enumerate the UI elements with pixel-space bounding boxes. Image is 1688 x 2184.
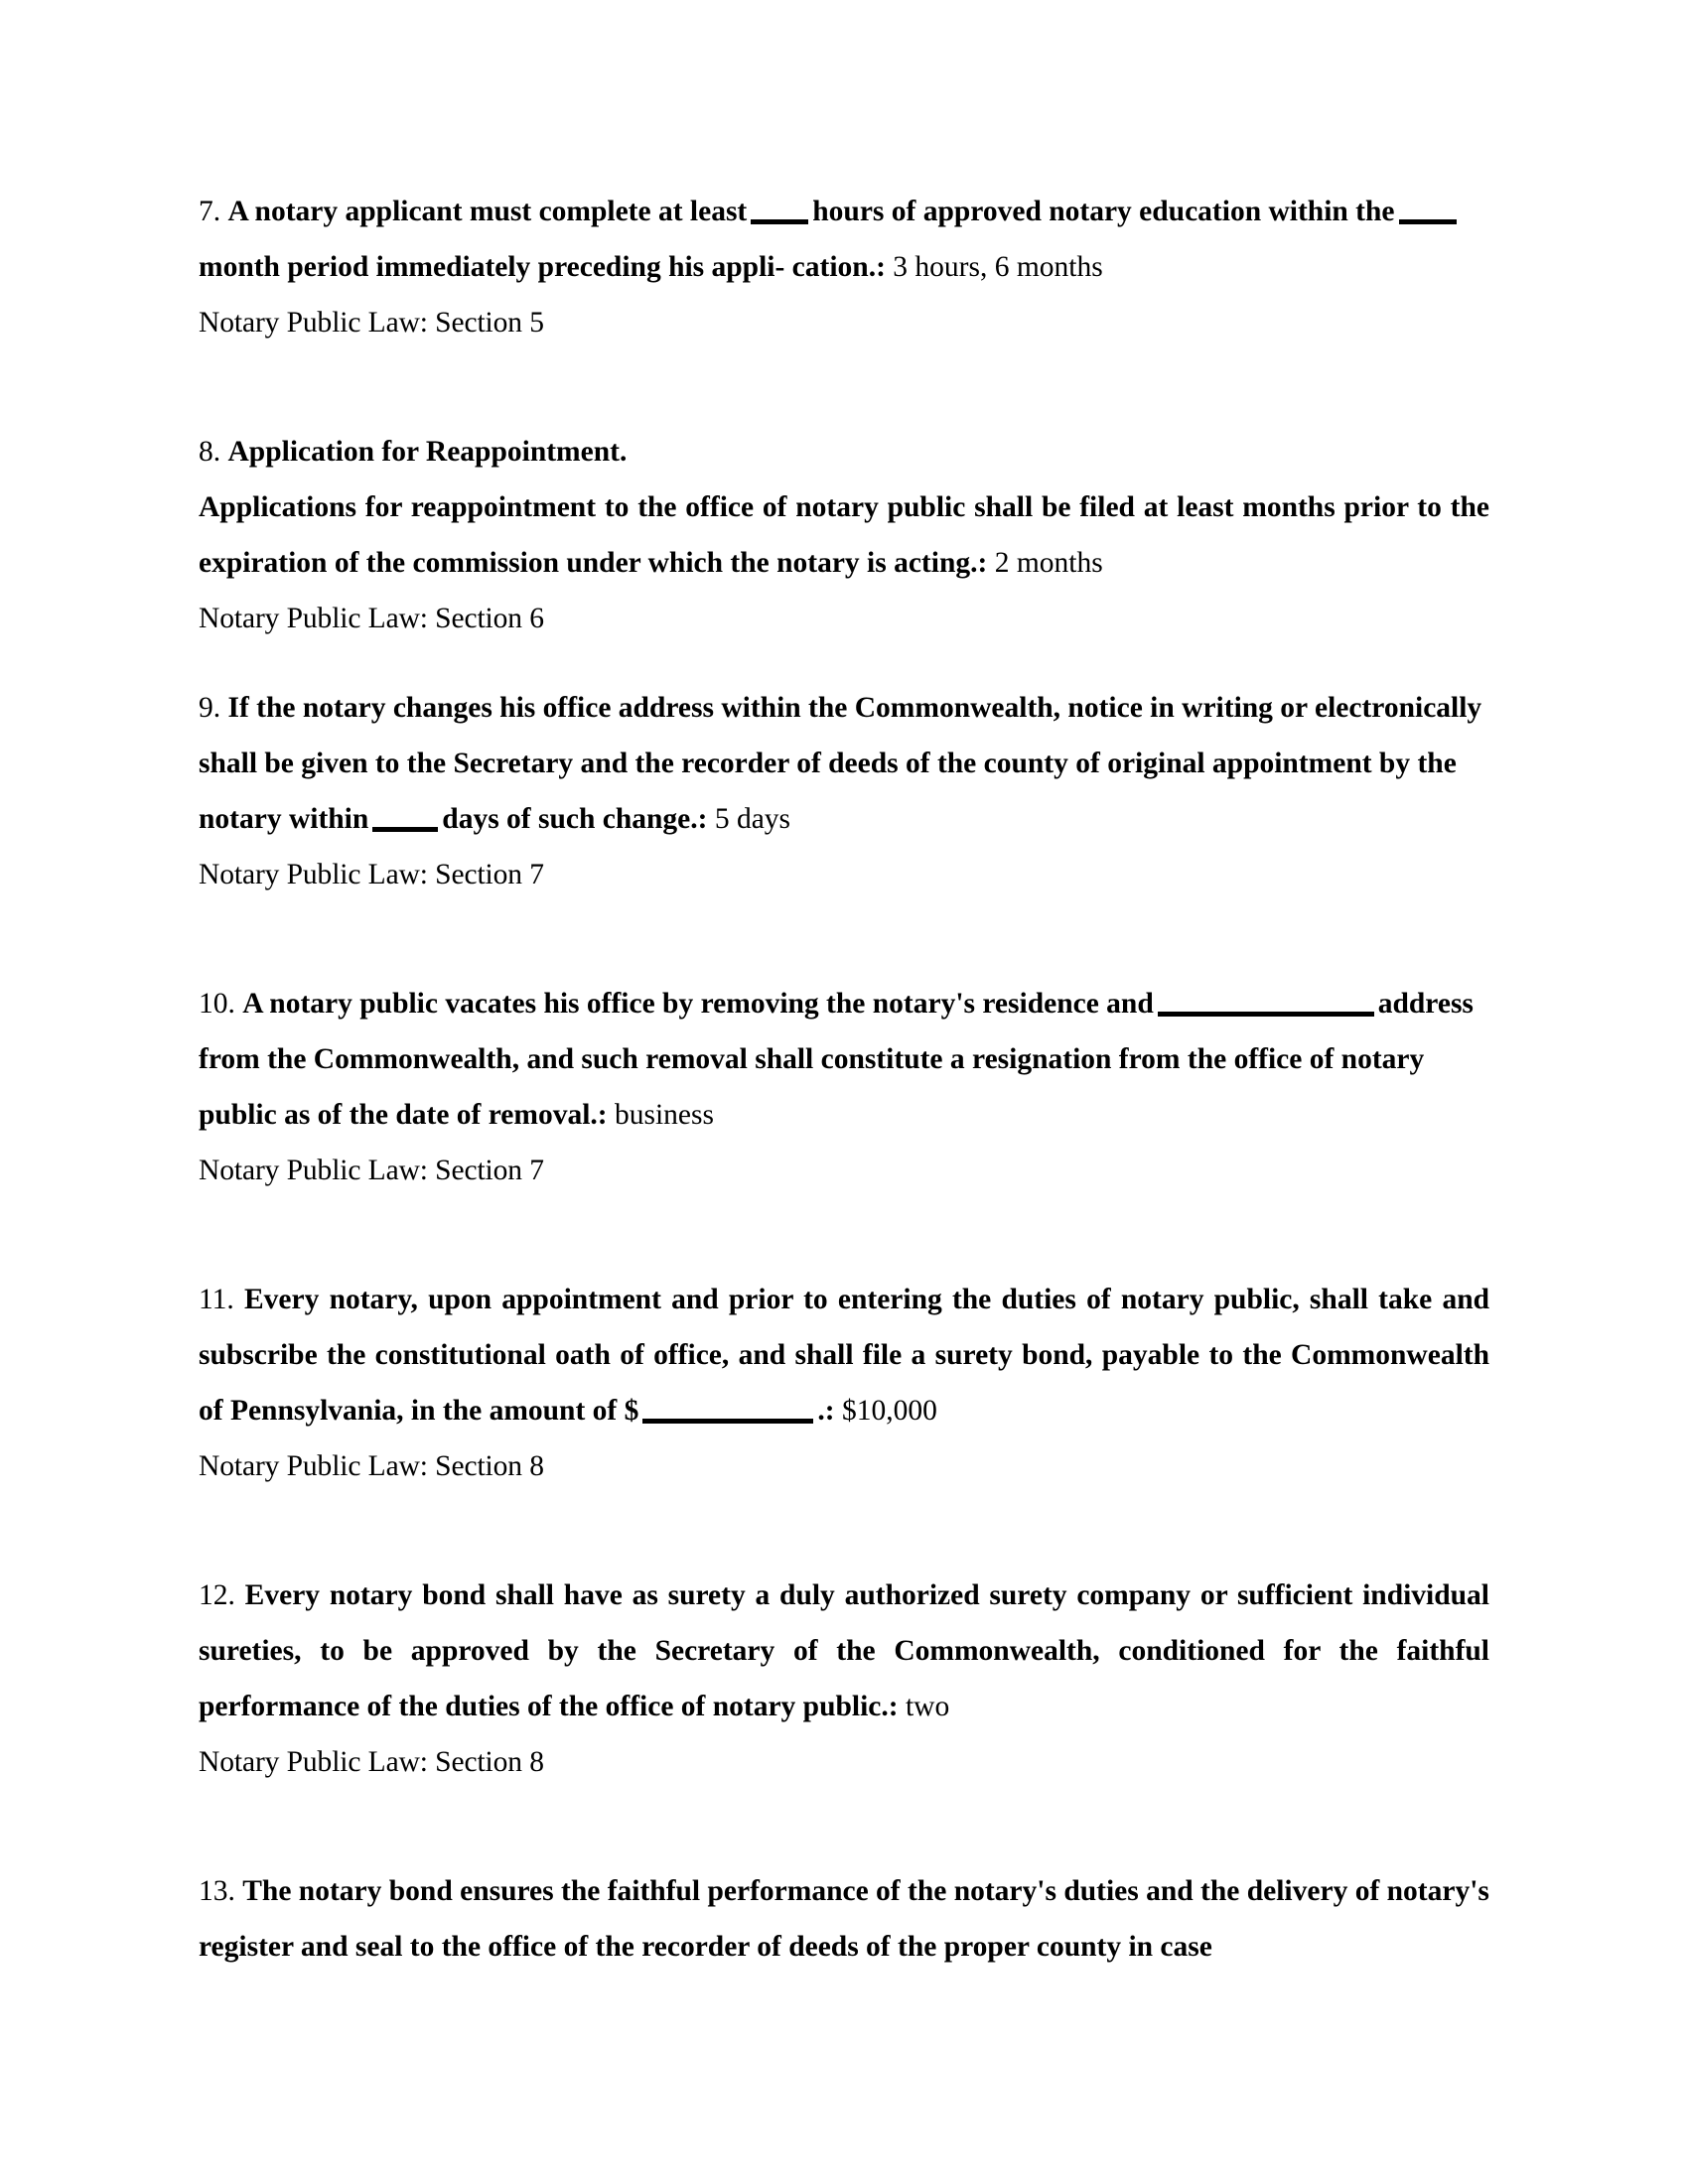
item-number-10: 10. xyxy=(199,988,235,1020)
question-9-text-part-2: days of such change.: xyxy=(442,803,708,835)
citation-7: Notary Public Law: Section 5 xyxy=(199,307,544,339)
block-spacer-7-8 xyxy=(199,384,1489,424)
question-10-text-part-2: address from the Commonwealth, and such removal shall constitute a resignation from the office of notary public as of the date of removal.: xyxy=(199,988,1474,1131)
question-12-text: Every notary bond shall have as surety a duly authorized surety company or sufficient individual sureties, to be approved by the Secretary of the Commonwealth, conditioned for the faithful performance of the duties of the office of notary public.: xyxy=(199,1579,1490,1722)
question-11-text-part-2: .: xyxy=(817,1395,835,1427)
blank-field-7a[interactable] xyxy=(751,219,808,224)
block-spacer-10-11 xyxy=(199,1232,1489,1272)
question-7-text-part-3: month period immediately preceding his appli- cation.: xyxy=(199,251,886,283)
block-spacer-11-12 xyxy=(199,1528,1489,1568)
question-9 xyxy=(199,680,1489,847)
item-number-13: 13. xyxy=(199,1875,235,1907)
blank-field-10a[interactable] xyxy=(1158,1012,1374,1017)
question-12 xyxy=(199,1568,1489,1734)
answer-10: business xyxy=(614,1099,714,1131)
answer-7: 3 hours, 6 months xyxy=(893,251,1103,283)
question-8-text: Applications for reappointment to the office of notary public shall be filed at least months prior to the expiration of the commission under which the notary is acting.: xyxy=(199,491,1489,579)
question-7 xyxy=(199,184,1489,295)
answer-12: two xyxy=(905,1691,950,1722)
citation-10: Notary Public Law: Section 7 xyxy=(199,1155,544,1186)
qa-block-10 xyxy=(199,976,1489,1198)
qa-block-13 xyxy=(199,1863,1489,1975)
qa-block-7 xyxy=(199,184,1489,350)
qa-block-9 xyxy=(199,680,1489,902)
block-spacer-12-13 xyxy=(199,1824,1489,1863)
qa-block-8 xyxy=(199,424,1489,646)
item-number-9: 9. xyxy=(199,692,221,724)
answer-8: 2 months xyxy=(994,547,1103,579)
blank-field-11a[interactable] xyxy=(642,1419,813,1424)
item-number-11: 11. xyxy=(199,1284,234,1315)
question-7-text-part-2: hours of approved notary education within the xyxy=(812,196,1395,227)
item-number-7: 7. xyxy=(199,196,221,227)
heading-8 xyxy=(199,424,1489,479)
citation-12: Notary Public Law: Section 8 xyxy=(199,1746,544,1778)
document-body xyxy=(199,184,1489,1975)
question-8 xyxy=(199,479,1489,591)
answer-11: $10,000 xyxy=(841,1395,937,1427)
question-13 xyxy=(199,1863,1489,1975)
question-13-text: The notary bond ensures the faithful performance of the notary's duties and the delivery of notary's register and seal to the office of the recorder of deeds of the proper county in case xyxy=(199,1875,1489,1963)
qa-block-12 xyxy=(199,1568,1489,1790)
citation-11: Notary Public Law: Section 8 xyxy=(199,1450,544,1482)
item-number-12: 12. xyxy=(199,1579,235,1611)
question-7-text-part-1: A notary applicant must complete at least xyxy=(227,196,748,227)
question-11-text-part-1: Every notary, upon appointment and prior to entering the duties of notary public, shall take and subscribe the constitutional oath of office, and shall file a surety bond, payable to the Commonwealth of Pennsylvania, in the amount of $ xyxy=(199,1284,1490,1427)
citation-8: Notary Public Law: Section 6 xyxy=(199,603,544,634)
blank-field-7b[interactable] xyxy=(1399,219,1457,224)
heading-8-text: Application for Reappointment. xyxy=(227,436,628,468)
answer-9: 5 days xyxy=(714,803,791,835)
question-9-text-part-1: If the notary changes his office address within the Commonwealth, notice in writing or electronically shall be given to the Secretary and the recorder of deeds of the county of original appointment by the notary within xyxy=(199,692,1482,835)
block-spacer-9-10 xyxy=(199,936,1489,976)
citation-9: Notary Public Law: Section 7 xyxy=(199,859,544,890)
question-10-text-part-1: A notary public vacates his office by removing the notary's residence and xyxy=(242,988,1154,1020)
blank-field-9a[interactable] xyxy=(372,827,438,832)
item-number-8: 8. xyxy=(199,436,221,468)
qa-block-11 xyxy=(199,1272,1489,1494)
question-10 xyxy=(199,976,1489,1143)
question-11 xyxy=(199,1272,1489,1438)
